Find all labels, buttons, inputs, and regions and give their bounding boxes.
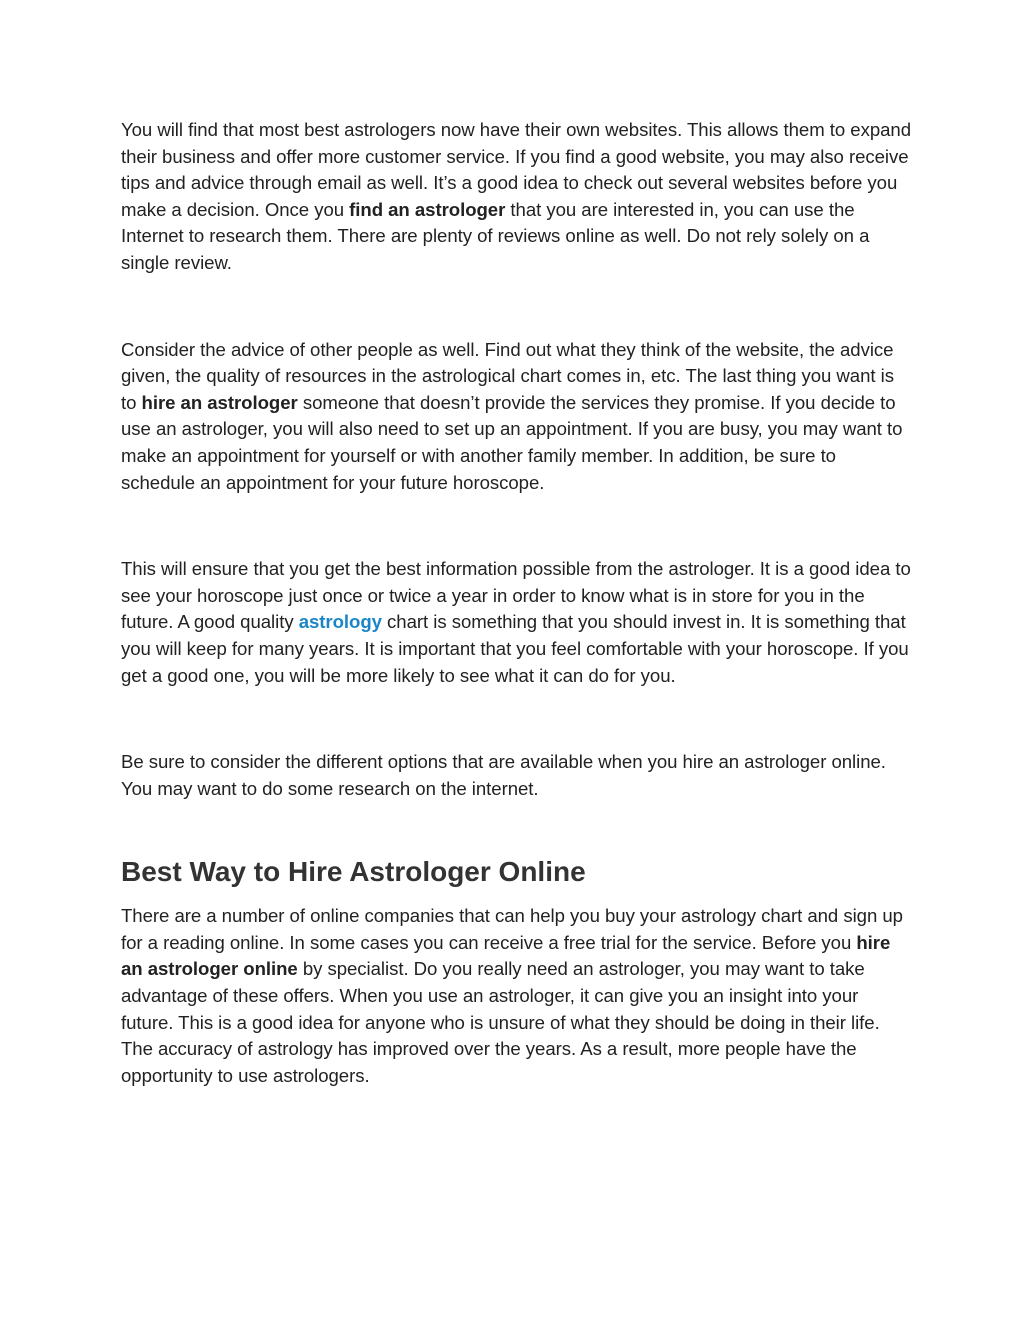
document-page: [121, 117, 911, 1089]
paragraph-options: [121, 749, 911, 802]
paragraph-text: by specialist. Do you really need an astrologer, you may want to take advantage of these offers. When you use an astrologer, it can give you an insight into your future. This is a good idea for anyone who is unsure of what they should be doing in their life. The accuracy of astrology has improved over the years. As a result, more people have the opportunity to use astrologers.: [121, 958, 880, 1086]
paragraph-text: Be sure to consider the different options that are available when you hire an astrologer online. You may want to do some research on the internet.: [121, 751, 886, 799]
paragraph-text: that you are interested in, you can use the Internet to research them. There are plenty of reviews online as well. Do not rely solely on a single review.: [121, 198, 870, 273]
paragraph-text: Consider the advice of other people as well. Find out what they think of the website, the advice given, the quality of resources in the astrological chart comes in, etc. The last thing you want is to: [121, 338, 894, 413]
paragraph-advice: [121, 337, 911, 497]
keyword-find-an-astrologer: find an astrologer: [349, 198, 506, 220]
paragraph-text: You will find that most best astrologers now have their own websites. This allows them to expand their business and offer more customer service. If you find a good website, you may also receive tips and advice through email as well. It’s a good idea to check out several websites before you make a decision. Once you: [121, 119, 911, 220]
astrology-link[interactable]: astrology: [298, 611, 382, 633]
paragraph-horoscope: [121, 556, 911, 689]
paragraph-online-companies: [121, 903, 911, 1089]
keyword-hire-an-astrologer: hire an astrologer: [141, 391, 298, 413]
keyword-hire-an-astrologer-online: hire an astrologer online: [121, 931, 891, 980]
paragraph-text: someone that doesn’t provide the services they promise. If you decide to use an astrologer, you will also need to set up an appointment. If you are busy, you may want to make an appointment for yourself or with another family member. In addition, be sure to schedule an appointment for your future horoscope.: [121, 391, 903, 493]
paragraph-text: chart is something that you should invest in. It is something that you will keep for many years. It is important that you feel comfortable with your horoscope. If you get a good one, you will be more likely to see what it can do for you.: [121, 611, 909, 686]
section-heading: Best Way to Hire Astrologer Online: [121, 856, 586, 888]
paragraph-text: There are a number of online companies that can help you buy your astrology chart and sign up for a reading online. In some cases you can receive a free trial for the service. Before you: [121, 905, 903, 953]
paragraph-text: This will ensure that you get the best information possible from the astrologer. It is a good idea to see your horoscope just once or twice a year in order to know what is in store for you in the future. A good quality: [121, 558, 911, 633]
paragraph-websites: [121, 117, 911, 277]
